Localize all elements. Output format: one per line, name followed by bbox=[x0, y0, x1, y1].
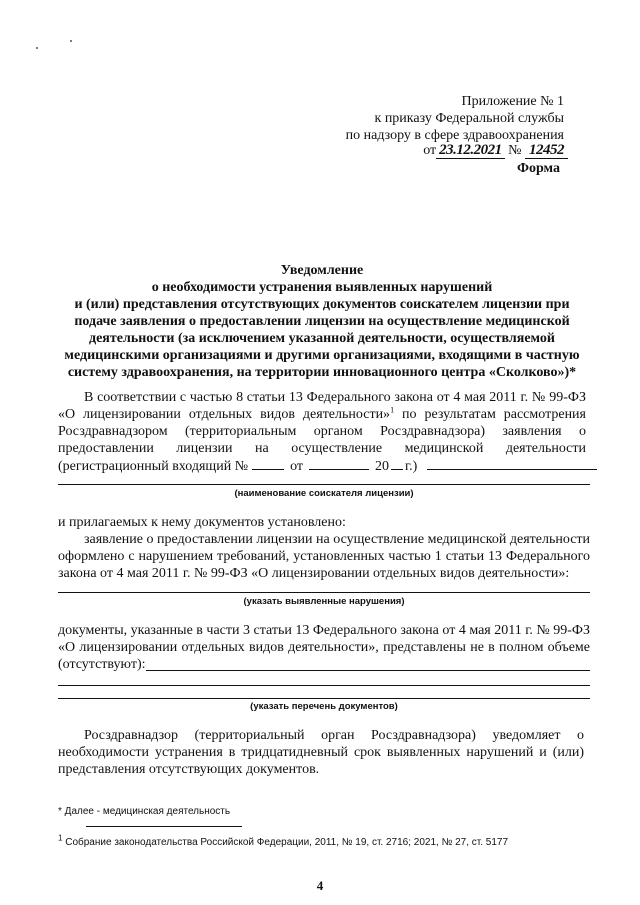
appendix-line-1: Приложение № 1 bbox=[461, 94, 564, 109]
para2-line-3: оформлено с нарушением требований, установленных частью 1 статьи 13 Федерального bbox=[58, 549, 590, 564]
title-line-3: и (или) представления отсутствующих документов соискателем лицензии при bbox=[74, 297, 570, 312]
reg-date-label: от bbox=[290, 459, 303, 474]
para1-line-4: предоставлении лицензии на осуществление медицинской деятельности bbox=[58, 441, 586, 456]
reg-date-blank[interactable] bbox=[309, 457, 369, 470]
applicant-name-line[interactable] bbox=[58, 484, 590, 485]
applicant-name-caption: (наименование соискателя лицензии) bbox=[234, 488, 414, 499]
scan-speck bbox=[36, 47, 38, 49]
footnote-1 bbox=[58, 833, 509, 848]
footnote-separator bbox=[86, 826, 242, 827]
reg-year-blank[interactable] bbox=[391, 457, 403, 470]
missing-docs-line-1[interactable] bbox=[146, 670, 590, 671]
footnote-1-mark: 1 bbox=[58, 833, 63, 843]
para1-line-3: Росздравнадзором (территориальным органом Росздравнадзора) заявления о bbox=[58, 424, 586, 439]
missing-docs-line-2[interactable] bbox=[58, 685, 590, 686]
para2-line-4: закона от 4 мая 2011 г. № 99-ФЗ «О лицензировании отдельных видов деятельности»: bbox=[58, 566, 570, 581]
page-number: 4 bbox=[316, 878, 324, 893]
law-name: «О лицензировании отдельных видов деятельности» bbox=[58, 407, 391, 422]
footnote-ref-1: 1 bbox=[390, 405, 395, 415]
para1-line-2-rest: по результатам рассмотрения bbox=[394, 407, 586, 422]
reg-year-suffix: г.) bbox=[405, 459, 418, 474]
para4-line-3: представления отсутствующих документов. bbox=[58, 762, 320, 777]
para1-line-5 bbox=[58, 457, 586, 476]
title-line-1: Уведомление bbox=[280, 263, 364, 278]
appendix-order-ref bbox=[423, 142, 568, 159]
para3-line-3: (отсутствуют): bbox=[58, 657, 146, 672]
appendix-line-2: к приказу Федеральной службы bbox=[374, 111, 564, 126]
para1-line-1: В соответствии с частью 8 статьи 13 Федерального закона от 4 мая 2011 г. № 99-ФЗ bbox=[84, 390, 586, 405]
number-prefix: № bbox=[508, 143, 522, 158]
title-line-5: деятельности (за исключением указанной деятельности, осуществляемой bbox=[89, 331, 555, 346]
handwritten-number: 12452 bbox=[525, 142, 568, 159]
para4-line-2: необходимости устранения в тридцатидневный срок выявленных нарушений и (или) bbox=[58, 745, 584, 760]
para3-line-1: документы, указанные в части 3 статьи 13 Федерального закона от 4 мая 2011 г. № 99-ФЗ bbox=[58, 623, 590, 638]
title-line-7: систему здравоохранения, на территории инновационного центра «Сколково»)* bbox=[67, 365, 577, 380]
appendix-line-3: по надзору в сфере здравоохранения bbox=[345, 128, 564, 143]
reg-year-prefix: 20 bbox=[375, 459, 389, 474]
title-line-6: медицинскими организациями и другими организациями, входящими в частную bbox=[64, 348, 580, 363]
handwritten-date: 23.12.2021 bbox=[436, 142, 505, 159]
para4-line-1: Росздравнадзор (территориальный орган Росздравнадзора) уведомляет о bbox=[84, 728, 584, 743]
footnote-star: * Далее - медицинская деятельность bbox=[58, 806, 231, 817]
reg-extra-blank[interactable] bbox=[427, 457, 597, 470]
para2-line-2: заявление о предоставлении лицензии на осуществление медицинской деятельности bbox=[84, 532, 591, 547]
title-line-4: подаче заявления о предоставлении лицензии на осуществление медицинской bbox=[74, 314, 570, 329]
scan-speck bbox=[70, 40, 72, 42]
missing-docs-line-3[interactable] bbox=[58, 698, 590, 699]
reg-number-label: (регистрационный входящий № bbox=[58, 459, 249, 474]
from-prefix: от bbox=[423, 143, 437, 158]
footnote-1-text: Собрание законодательства Российской Федерации, 2011, № 19, ст. 2716; 2021, № 27, ст. 5177 bbox=[62, 837, 509, 848]
violations-line[interactable] bbox=[58, 592, 590, 593]
reg-number-blank[interactable] bbox=[252, 457, 284, 470]
para2-line-1: и прилагаемых к нему документов установлено: bbox=[58, 515, 346, 530]
title-line-2: о необходимости устранения выявленных нарушений bbox=[151, 280, 493, 295]
form-label: Форма bbox=[516, 161, 560, 176]
violations-caption: (указать выявленные нарушения) bbox=[243, 596, 405, 607]
para3-line-2: «О лицензировании отдельных видов деятельности», представлены не в полном объеме bbox=[58, 640, 590, 655]
missing-docs-caption: (указать перечень документов) bbox=[250, 701, 398, 712]
para1-line-2 bbox=[58, 406, 586, 424]
